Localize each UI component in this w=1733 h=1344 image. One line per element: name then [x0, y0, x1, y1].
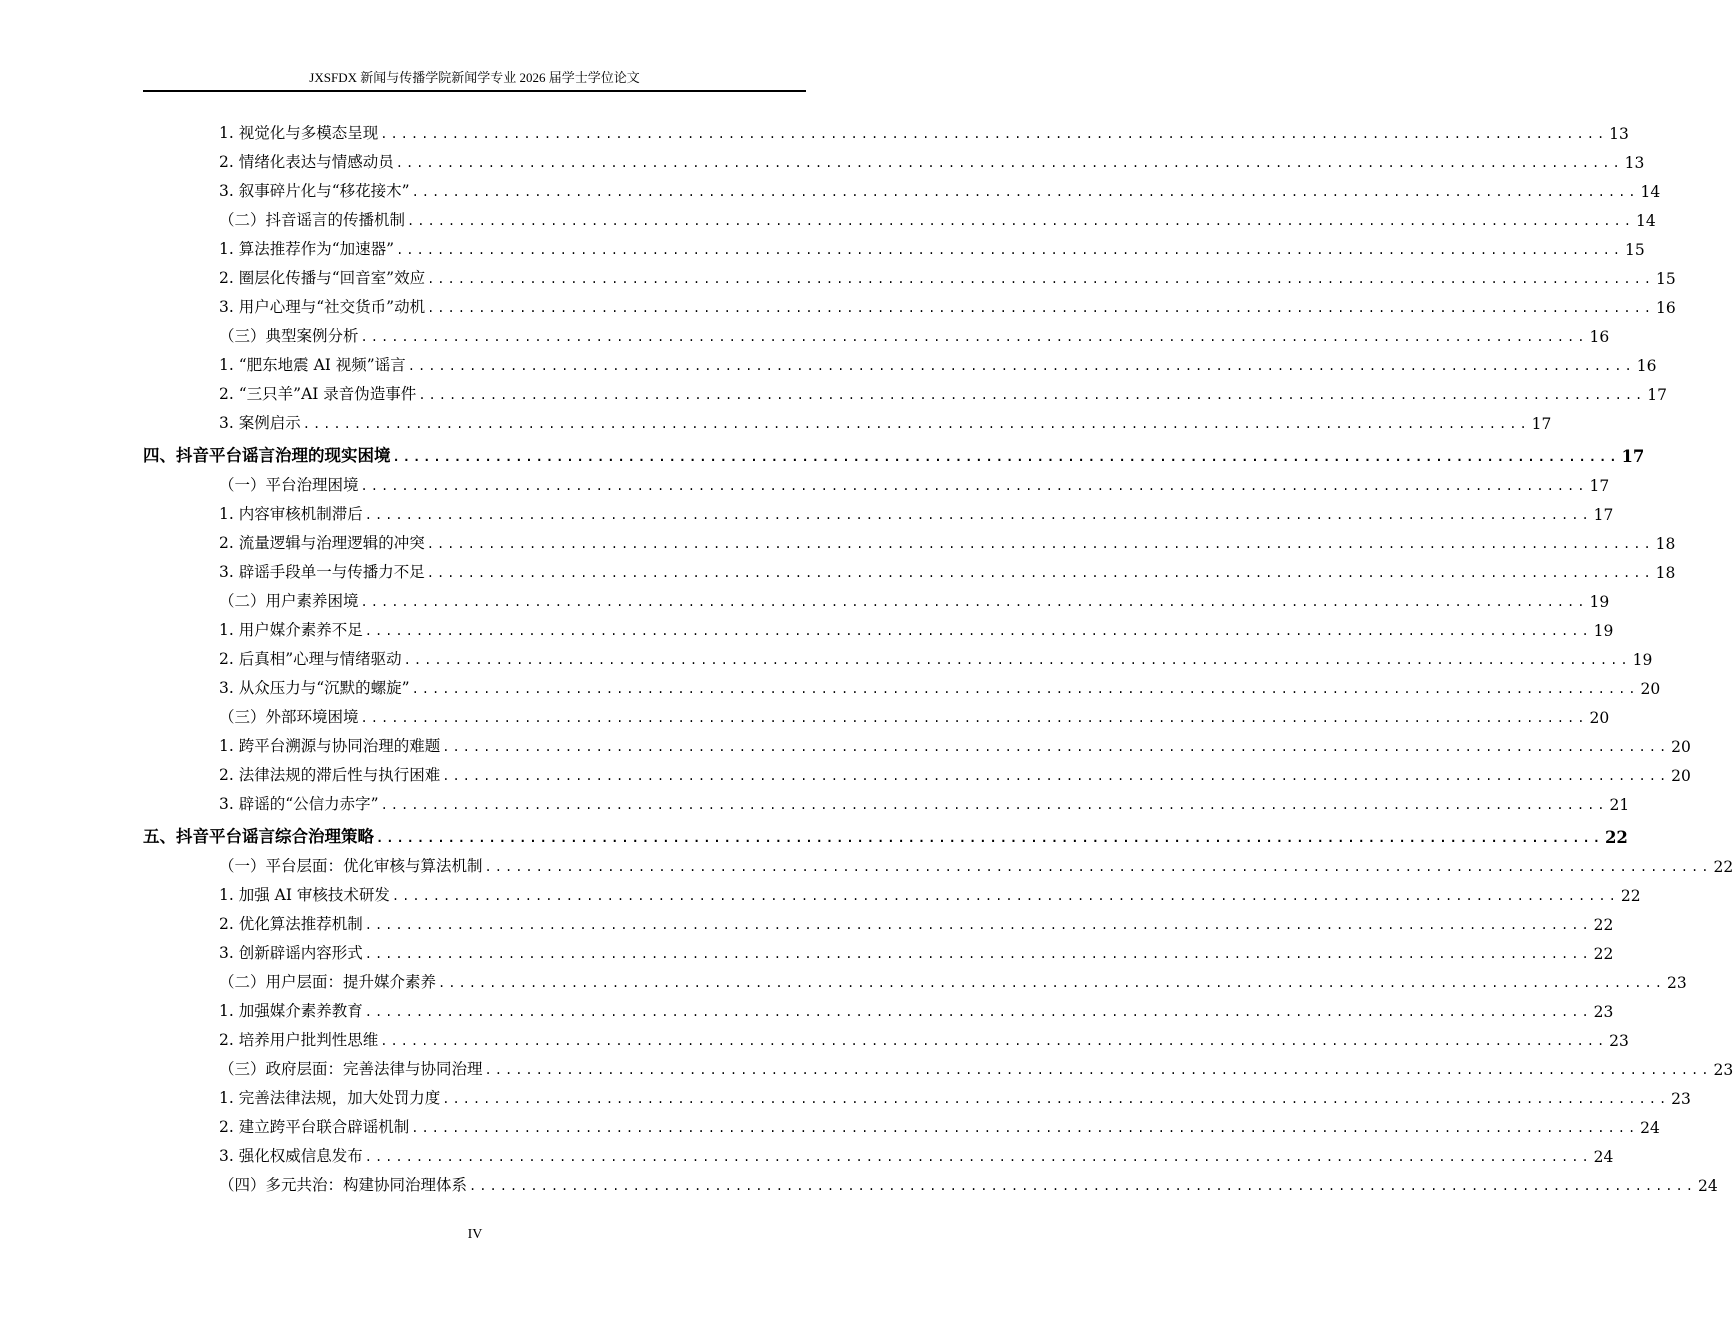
dot-leader: ........................................................................................................................: [469, 1179, 1696, 1193]
dot-leader: ........................................................................................................................: [392, 450, 1620, 464]
toc-entry-page: 24: [1593, 1148, 1614, 1166]
toc-entry-label: 1. 视觉化与多模态呈现: [219, 124, 379, 142]
toc-entry-page: 18: [1655, 564, 1676, 582]
dot-leader: ........................................................................................................................: [427, 301, 1655, 315]
toc-entry-page: 21: [1609, 796, 1630, 814]
dot-leader: ........................................................................................................................: [396, 243, 1624, 257]
header-rule: [143, 90, 806, 92]
toc-entry[interactable]: [219, 259, 1676, 288]
toc-entry[interactable]: [219, 698, 1610, 727]
toc-entry-page: 23: [1671, 1090, 1691, 1108]
dot-leader: ........................................................................................................................: [360, 711, 1588, 725]
toc-entry-label: （一）平台治理困境: [219, 476, 359, 494]
toc-entry-page: 19: [1593, 622, 1614, 640]
toc-entry-page: 20: [1640, 680, 1661, 698]
toc-entry-label: 3. 辟谣手段单一与传播力不足: [219, 563, 425, 581]
toc-entry-page: 13: [1624, 154, 1645, 172]
toc-entry-label: （三）典型案例分析: [219, 327, 359, 345]
toc-entry-label: 3. 从众压力与“沉默的螺旋”: [219, 679, 410, 697]
toc-entry[interactable]: [219, 847, 1733, 876]
toc-entry-page: 17: [1593, 506, 1614, 524]
toc-entry-label: 2. 法律法规的滞后性与执行困难: [219, 766, 441, 784]
toc-entry-label: 1. 算法推荐作为“加速器”: [219, 240, 395, 258]
dot-leader: ........................................................................................................................: [360, 595, 1588, 609]
dot-leader: ........................................................................................................................: [403, 653, 1631, 667]
toc-entry[interactable]: [219, 640, 1653, 669]
toc-entry-page: 23: [1593, 1003, 1614, 1021]
toc-entry-page: 16: [1656, 299, 1676, 317]
toc-entry-label: （三）外部环境困境: [219, 708, 359, 726]
toc-entry-label: 2. 圈层化传播与“回音室”效应: [219, 269, 426, 287]
dot-leader: ........................................................................................................................: [484, 1063, 1712, 1077]
toc-entry-page: 16: [1636, 357, 1657, 375]
dot-leader: ........................................................................................................................: [364, 508, 1592, 522]
toc-entry-page: 17: [1647, 386, 1667, 404]
toc-entry[interactable]: [219, 317, 1610, 346]
toc-entry-page: 23: [1713, 1061, 1733, 1079]
toc-entry-label: 2. 流量逻辑与治理逻辑的冲突: [219, 534, 425, 552]
dot-leader: ........................................................................................................................: [418, 388, 1646, 402]
toc-entry[interactable]: [219, 934, 1614, 963]
dot-leader: ........................................................................................................................: [438, 976, 1665, 990]
toc-entry-page: 16: [1589, 328, 1610, 346]
toc-entry[interactable]: [219, 1108, 1660, 1137]
toc-entry[interactable]: [219, 1166, 1718, 1195]
toc-entry[interactable]: [219, 114, 1629, 143]
dot-leader: ........................................................................................................................: [442, 1092, 1670, 1106]
dot-leader: ........................................................................................................................: [426, 566, 1654, 580]
toc-entry-page: 19: [1632, 651, 1653, 669]
dot-leader: ........................................................................................................................: [380, 127, 1608, 141]
dot-leader: ........................................................................................................................: [376, 831, 1603, 845]
toc-entry[interactable]: [219, 611, 1614, 640]
toc-entry[interactable]: [219, 495, 1614, 524]
toc-entry[interactable]: [219, 876, 1641, 905]
toc-entry-page: 22: [1593, 945, 1614, 963]
toc-entry-label: 1. 加强 AI 审核技术研发: [219, 886, 390, 904]
toc-entry-label: 1. 跨平台溯源与协同治理的难题: [219, 737, 441, 755]
toc-entry[interactable]: [219, 404, 1552, 433]
dot-leader: ........................................................................................................................: [380, 798, 1608, 812]
toc-entry[interactable]: [219, 1079, 1691, 1108]
toc-entry-label: （一）平台层面：优化审核与算法机制: [219, 857, 483, 875]
toc-entry-label: 五、抖音平台谣言综合治理策略: [143, 827, 374, 846]
toc-entry-label: （三）政府层面：完善法律与协同治理: [219, 1060, 483, 1078]
toc-entry-page: 18: [1655, 535, 1676, 553]
toc-entry[interactable]: [219, 346, 1657, 375]
toc-entry-label: 2. “三只羊”AI 录音伪造事件: [219, 385, 417, 403]
toc-entry[interactable]: [219, 669, 1661, 698]
dot-leader: ........................................................................................................................: [484, 860, 1712, 874]
toc-entry-label: 3. 创新辟谣内容形式: [219, 944, 363, 962]
dot-leader: ........................................................................................................................: [442, 769, 1670, 783]
toc-entry-label: 2. 优化算法推荐机制: [219, 915, 363, 933]
toc-entry-page: 15: [1656, 270, 1676, 288]
toc-entry[interactable]: [219, 288, 1676, 317]
toc-entry[interactable]: [219, 727, 1691, 756]
dot-leader: ........................................................................................................................: [442, 740, 1670, 754]
toc-entry-label: 3. 用户心理与“社交货币”动机: [219, 298, 426, 316]
toc-entry-label: 2. 后真相”心理与情绪驱动: [219, 650, 402, 668]
toc-entry[interactable]: [219, 582, 1610, 611]
toc-entry-page: 17: [1531, 415, 1552, 433]
toc-entry-label: 1. 完善法律法规，加大处罚力度: [219, 1089, 441, 1107]
toc-entry-page: 17: [1621, 447, 1645, 466]
toc-entry-page: 14: [1635, 212, 1656, 230]
toc-entry[interactable]: [219, 963, 1687, 992]
toc-entry[interactable]: [219, 172, 1661, 201]
toc-entry-page: 14: [1640, 183, 1661, 201]
dot-leader: ........................................................................................................................: [411, 185, 1639, 199]
dot-leader: ........................................................................................................................: [364, 624, 1592, 638]
toc-entry-page: 23: [1609, 1032, 1629, 1050]
toc-entry[interactable]: [219, 143, 1645, 172]
toc-entry[interactable]: [219, 375, 1667, 404]
toc-entry-page: 13: [1609, 125, 1629, 143]
dot-leader: ........................................................................................................................: [407, 359, 1635, 373]
dot-leader: ........................................................................................................................: [364, 1150, 1592, 1164]
toc-entry[interactable]: [219, 466, 1610, 495]
toc-entry-label: 四、抖音平台谣言治理的现实困境: [143, 446, 391, 465]
toc-entry[interactable]: [219, 992, 1614, 1021]
dot-leader: ........................................................................................................................: [395, 156, 1623, 170]
dot-leader: ........................................................................................................................: [364, 1005, 1592, 1019]
toc-entry-label: 2. 建立跨平台联合辟谣机制: [219, 1118, 410, 1136]
dot-leader: ........................................................................................................................: [302, 417, 1530, 431]
toc-entry[interactable]: [219, 201, 1656, 230]
dot-leader: ........................................................................................................................: [411, 1121, 1639, 1135]
dot-leader: ........................................................................................................................: [364, 947, 1592, 961]
dot-leader: ........................................................................................................................: [426, 537, 1654, 551]
toc-entry-page: 22: [1713, 858, 1733, 876]
page-number: IV: [467, 1227, 483, 1242]
toc-entry-label: （二）抖音谣言的传播机制: [219, 211, 406, 229]
toc-entry[interactable]: [219, 1137, 1614, 1166]
toc-entry-page: 22: [1604, 828, 1628, 847]
toc-entry-label: 3. 叙事碎片化与“移花接木”: [219, 182, 410, 200]
toc-entry-label: 2. 情绪化表达与情感动员: [219, 153, 394, 171]
toc-entry-page: 15: [1625, 241, 1645, 259]
toc-entry-page: 24: [1640, 1119, 1660, 1137]
dot-leader: ........................................................................................................................: [391, 889, 1619, 903]
running-header: JXSFDX 新闻与传播学院新闻学专业 2026 届学士学位论文: [309, 70, 640, 85]
dot-leader: ........................................................................................................................: [411, 682, 1639, 696]
toc-entry[interactable]: [219, 230, 1645, 259]
toc-entry-label: 2. 培养用户批判性思维: [219, 1031, 379, 1049]
toc-entry-label: 1. 加强媒介素养教育: [219, 1002, 363, 1020]
toc-entry-page: 23: [1666, 974, 1687, 992]
toc-entry[interactable]: [219, 905, 1614, 934]
toc-entry[interactable]: [143, 433, 1645, 466]
toc-entry-page: 20: [1671, 738, 1691, 756]
toc-entry-label: 1. “肥东地震 AI 视频”谣言: [219, 356, 406, 374]
toc-entry-page: 22: [1593, 916, 1614, 934]
toc-entry-page: 20: [1671, 767, 1691, 785]
dot-leader: ........................................................................................................................: [380, 1034, 1608, 1048]
toc-entry-label: （二）用户层面：提升媒介素养: [219, 973, 437, 991]
toc-entry[interactable]: [219, 785, 1630, 814]
toc-entry-label: （四）多元共治：构建协同治理体系: [219, 1176, 468, 1194]
toc-entry-label: 1. 内容审核机制滞后: [219, 505, 363, 523]
dot-leader: ........................................................................................................................: [364, 918, 1592, 932]
toc-entry[interactable]: [143, 814, 1628, 847]
toc-entry-page: 24: [1697, 1177, 1718, 1195]
dot-leader: ........................................................................................................................: [427, 272, 1655, 286]
toc-entry-label: 3. 辟谣的“公信力赤字”: [219, 795, 379, 813]
toc-entry[interactable]: [219, 1021, 1629, 1050]
toc-entry-page: 22: [1620, 887, 1641, 905]
dot-leader: ........................................................................................................................: [407, 214, 1634, 228]
dot-leader: ........................................................................................................................: [360, 330, 1588, 344]
toc-entry-label: （二）用户素养困境: [219, 592, 359, 610]
toc-entry-page: 19: [1589, 593, 1610, 611]
toc-entry-page: 17: [1589, 477, 1610, 495]
toc-entry[interactable]: [219, 553, 1676, 582]
toc-entry[interactable]: [219, 524, 1676, 553]
toc-entry-label: 3. 案例启示: [219, 414, 301, 432]
dot-leader: ........................................................................................................................: [360, 479, 1588, 493]
toc-entry-label: 1. 用户媒介素养不足: [219, 621, 363, 639]
toc-entry[interactable]: [219, 756, 1691, 785]
toc-entry[interactable]: [219, 1050, 1733, 1079]
toc-entry-page: 20: [1589, 709, 1610, 727]
toc-entry-label: 3. 强化权威信息发布: [219, 1147, 363, 1165]
